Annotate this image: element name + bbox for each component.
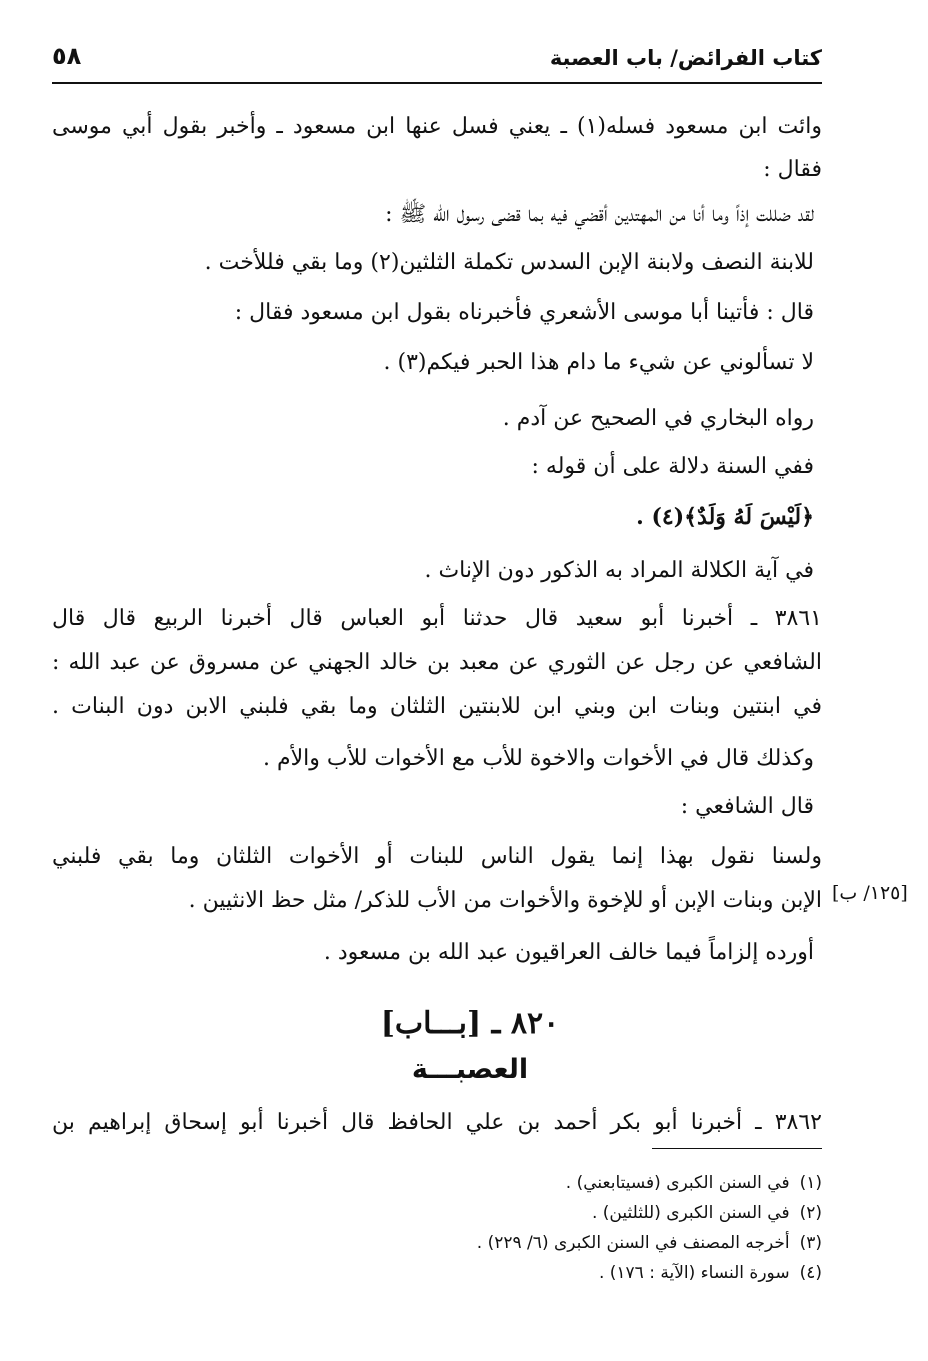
footnote-text: في السنن الكبرى (للثلثين) . [591,1203,790,1223]
text-line: فقال : [763,157,822,182]
quran-verse: ﴿لَيْسَ لَهُ وَلَدٌ﴾(٤) . [636,504,814,530]
chapter-title: العصبـــة [411,1054,529,1085]
text-line: أورده إلزاماً فيما خالف العراقيون عبد الله بن مسعود . [323,940,814,965]
text-line: الشافعي عن رجل عن الثوري عن معبد بن خالد الجهني عن مسروق عن عبد الله : [52,650,822,675]
text-line: قال : فأتينا أبا موسى الأشعري فأخبرناه بقول ابن مسعود فقال : [234,300,814,325]
footnote-number: (١) [799,1173,822,1193]
text-line: لا تسألوني عن شيء ما دام هذا الحبر فيكم(٣) . [383,350,814,375]
text-line: ففي السنة دلالة على أن قوله : [531,454,814,479]
footnote [566,1172,822,1194]
footnote-number: (٤) [799,1263,822,1283]
header-rule [52,82,822,84]
text-line: قال الشافعي : [680,794,814,819]
hadith-3862-start: ٣٨٦٢ ـ أخبرنا أبو بكر أحمد بن علي الحافظ قال أخبرنا أبو إسحاق إبراهيم بن [52,1110,822,1135]
page-header [52,40,822,80]
footnote-number: (٢) [799,1203,822,1223]
text-line: وائت ابن مسعود فسله(١) ـ يعني فسل عنها ابن مسعود ـ وأخبر بقول أبي موسى [52,114,822,139]
text-line: رواه البخاري في الصحيح عن آدم . [502,406,814,431]
running-title: كتاب الفرائض/ باب العصبة [549,46,822,70]
page-number: ٥٨ [52,42,82,70]
footnote [477,1232,822,1254]
text-line: الإبن وبنات الإبن أو للإخوة والأخوات من الأب للذكر/ مثل حظ الانثيين . [188,888,822,913]
footnote-text: سورة النساء (الآية : ١٧٦) . [598,1263,790,1283]
footnote [592,1202,822,1224]
manuscript-folio-note: [١٢٥/ ب] [832,882,908,904]
text-line: في ابنتين وبنات ابن وبني ابن للابنتين الثلثان وما بقي فلبني الابن دون البنات . [52,694,822,719]
text-line: لقد ضللت إذاً وما أنا من المهتدين أقضي فيه بما قضى رسول الله ﷺ : [385,202,814,227]
text-line: وكذلك قال في الأخوات والاخوة للأب مع الأخوات للأب والأم . [262,746,814,771]
footnote-number: (٣) [799,1233,822,1253]
footnote-separator [652,1148,822,1149]
text-line: للابنة النصف ولابنة الإبن السدس تكملة الثلثين(٢) وما بقي فللأخت . [204,250,814,275]
chapter-number: ٨٢٠ ـ [بـــاب] [380,1006,560,1041]
footnote-text: أخرجه المصنف في السنن الكبرى (٦/ ٢٢٩) . [476,1233,790,1253]
hadith-3861-start: ٣٨٦١ ـ أخبرنا أبو سعيد قال حدثنا أبو العباس قال أخبرنا الربيع قال قال [52,606,822,631]
text-line: في آية الكلالة المراد به الذكور دون الإناث . [424,558,814,583]
footnote-text: في السنن الكبرى (فسيتابعني) . [565,1173,790,1193]
footnote [599,1262,822,1284]
text-line: ولسنا نقول بهذا إنما يقول الناس للبنات أو الأخوات الثلثان وما بقي فلبني [52,844,822,869]
